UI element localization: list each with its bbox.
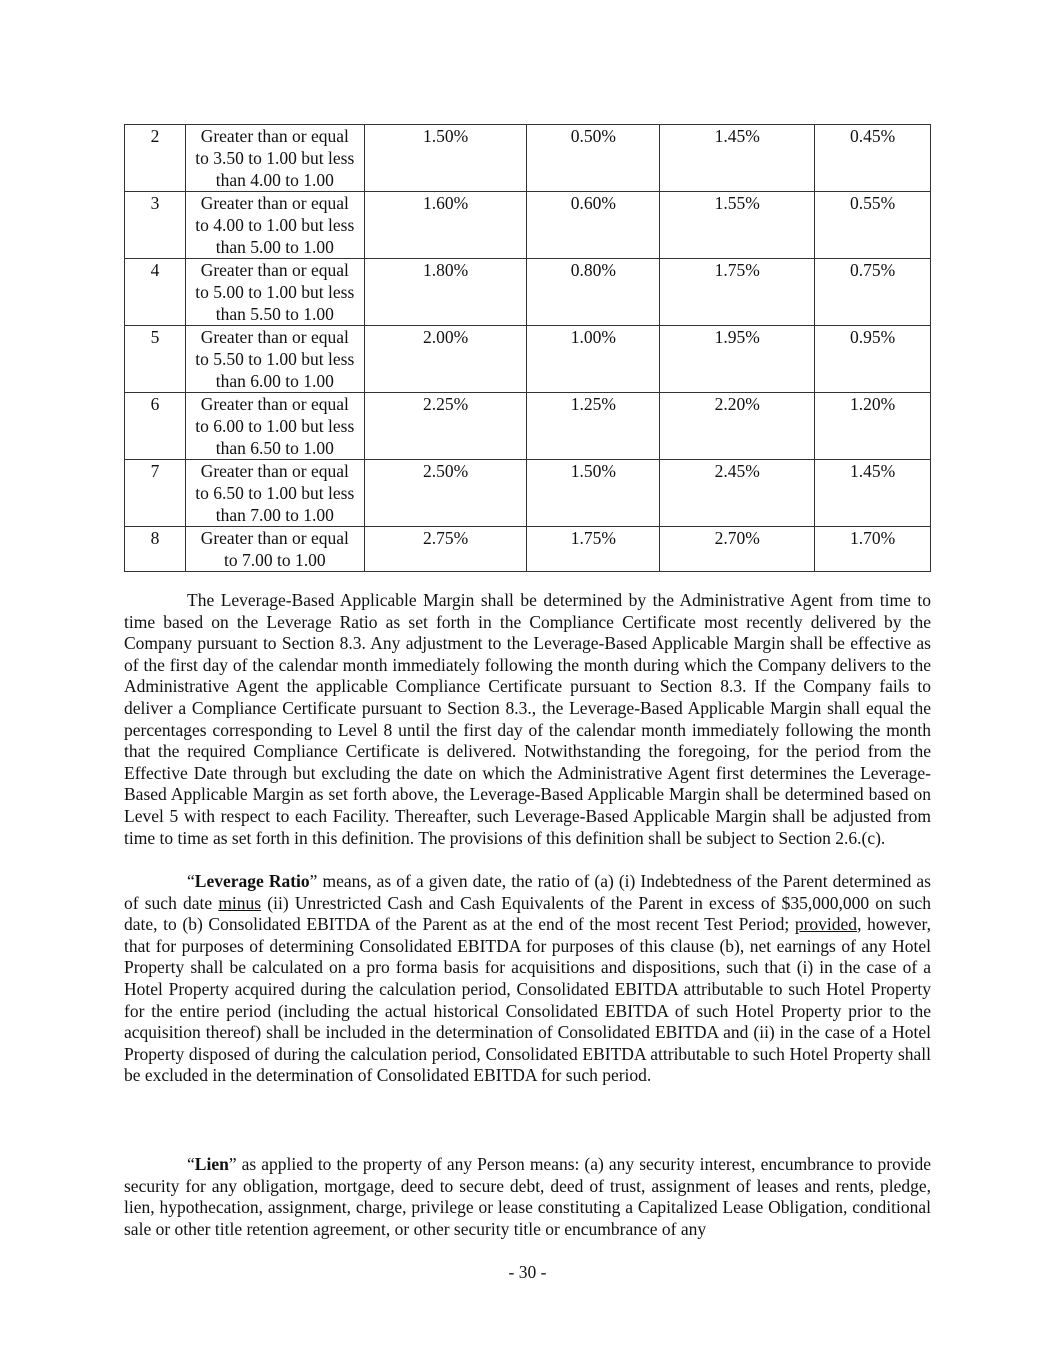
table-row	[125, 192, 931, 259]
ratio-line: than 6.00 to 1.00	[215, 371, 334, 391]
table-row	[125, 259, 931, 326]
level-cell: 4	[125, 259, 186, 326]
ratio-line: than 5.50 to 1.00	[215, 304, 334, 324]
table-row	[125, 125, 931, 192]
ratio-cell	[185, 393, 364, 460]
margin-value-cell: 1.25%	[527, 393, 660, 460]
level-cell: 5	[125, 326, 186, 393]
margin-value-cell: 1.75%	[527, 527, 660, 572]
ratio-line: Greater than or equal	[200, 126, 349, 146]
close-quote: ”	[228, 1154, 237, 1174]
margin-value-cell: 0.60%	[527, 192, 660, 259]
page-number: - 30 -	[508, 1262, 547, 1282]
ratio-cell	[185, 259, 364, 326]
margin-value-cell: 1.70%	[815, 527, 931, 572]
margin-value-cell: 0.55%	[815, 192, 931, 259]
ratio-cell	[185, 460, 364, 527]
ratio-line: to 6.50 to 1.00 but less	[195, 483, 355, 503]
margin-value-cell: 2.50%	[364, 460, 527, 527]
definition-text: , however, that for purposes of determining Consolidated EBITDA for purposes of this clause (b), net earnings of any Hotel Property shall be calculated on a pro forma basis for acquisitions and dispositions, such that (i) in the case of a Hotel Property acquired during the calculation period, Consolidated EBITDA attributable to such Hotel Property for the entire period (including the actual historical Consolidated EBITDA of such Hotel Property prior to the acquisition thereof) shall be included in the determination of Consolidated EBITDA and (ii) in the case of a Hotel Property disposed of during the calculation period, Consolidated EBITDA attributable to such Hotel Property shall be excluded in the determination of Consolidated EBITDA for such period.	[124, 914, 931, 1086]
open-quote: “	[187, 871, 195, 891]
margin-value-cell: 0.75%	[815, 259, 931, 326]
defined-term: Leverage Ratio	[194, 871, 310, 891]
ratio-line: to 3.50 to 1.00 but less	[195, 148, 355, 168]
ratio-line: than 5.00 to 1.00	[215, 237, 334, 257]
paragraph-text: The Leverage-Based Applicable Margin shall be determined by the Administrative Agent from time to time based on the Leverage Ratio as set forth in the Compliance Certificate most recently delivered by the Company pursuant to Section 8.3. Any adjustment to the Leverage-Based Applicable Margin shall be effective as of the first day of the calendar month immediately following the month during which the Company delivers to the Administrative Agent the applicable Compliance Certificate pursuant to Section 8.3. If the Company fails to deliver a Compliance Certificate pursuant to Section 8.3., the Leverage-Based Applicable Margin shall equal the percentages corresponding to Level 8 until the first day of the calendar month immediately following the month that the required Compliance Certificate is delivered. Notwithstanding the foregoing, for the period from the Effective Date through but excluding the date on which the Administrative Agent first determines the Leverage-Based Applicable Margin as set forth above, the Leverage-Based Applicable Margin shall be determined based on Level 5 with respect to each Facility. Thereafter, such Leverage-Based Applicable Margin shall be adjusted from time to time as set forth in this definition. The provisions of this definition shall be subject to Section 2.6.(c).	[124, 590, 931, 848]
margin-value-cell: 1.95%	[660, 326, 815, 393]
ratio-line: to 5.50 to 1.00 but less	[195, 349, 355, 369]
definition-text: means, as of a given date, the ratio of (a) (i) Indebtedness of the Parent determined as of such date	[124, 871, 931, 913]
level-cell: 6	[125, 393, 186, 460]
margin-value-cell: 2.70%	[660, 527, 815, 572]
margin-value-cell: 1.00%	[527, 326, 660, 393]
leverage-ratio-definition	[124, 871, 931, 1087]
ratio-line: to 4.00 to 1.00 but less	[195, 215, 355, 235]
margin-value-cell: 0.80%	[527, 259, 660, 326]
margin-value-cell: 1.80%	[364, 259, 527, 326]
table-row	[125, 326, 931, 393]
level-cell: 7	[125, 460, 186, 527]
margin-value-cell: 2.00%	[364, 326, 527, 393]
ratio-cell	[185, 125, 364, 192]
margin-value-cell: 2.25%	[364, 393, 527, 460]
margin-value-cell: 2.75%	[364, 527, 527, 572]
defined-term: Lien	[194, 1154, 229, 1174]
margin-value-cell: 1.75%	[660, 259, 815, 326]
ratio-line: than 6.50 to 1.00	[215, 438, 334, 458]
table-row	[125, 460, 931, 527]
table-row	[125, 393, 931, 460]
underlined-term: provided	[794, 914, 858, 935]
margin-value-cell: 0.45%	[815, 125, 931, 192]
margin-value-cell: 1.45%	[815, 460, 931, 527]
ratio-line: than 7.00 to 1.00	[215, 505, 334, 525]
ratio-line: Greater than or equal	[200, 461, 349, 481]
ratio-cell	[185, 192, 364, 259]
applicable-margin-table	[124, 124, 931, 572]
level-cell: 3	[125, 192, 186, 259]
margin-value-cell: 2.45%	[660, 460, 815, 527]
ratio-line: to 6.00 to 1.00 but less	[195, 416, 355, 436]
margin-value-cell: 1.45%	[660, 125, 815, 192]
underlined-term: minus	[218, 892, 262, 913]
ratio-line: Greater than or equal	[200, 260, 349, 280]
ratio-line: to 7.00 to 1.00	[223, 550, 326, 570]
ratio-line: than 4.00 to 1.00	[215, 170, 334, 190]
level-cell: 2	[125, 125, 186, 192]
table-body	[125, 125, 931, 572]
ratio-line: Greater than or equal	[200, 193, 349, 213]
ratio-line: Greater than or equal	[200, 528, 349, 548]
margin-value-cell: 2.20%	[660, 393, 815, 460]
level-cell: 8	[125, 527, 186, 572]
lien-definition	[124, 1154, 931, 1240]
table-row	[125, 527, 931, 572]
margin-value-cell: 1.60%	[364, 192, 527, 259]
margin-value-cell: 1.50%	[364, 125, 527, 192]
margin-determination-paragraph	[124, 590, 931, 849]
definition-text: as applied to the property of any Person means: (a) any security interest, encumbrance to provide security for any obligation, mortgage, deed to secure debt, deed of trust, assignment of leases and rents, pledge, lien, hypothecation, assignment, charge, privilege or lease constituting a Capitalized Lease Obligation, conditional sale or other title retention agreement, or other security title or encumbrance of any	[124, 1154, 931, 1239]
margin-value-cell: 0.95%	[815, 326, 931, 393]
definition-text: (ii) Unrestricted Cash and Cash Equivalents of the Parent in excess of $35,000,000 on such date, to (b) Consolidated EBITDA of the Parent as at the end of the most recent Test Period;	[124, 892, 931, 935]
ratio-cell	[185, 326, 364, 393]
ratio-line: Greater than or equal	[200, 327, 349, 347]
open-quote: “	[187, 1154, 195, 1174]
ratio-line: Greater than or equal	[200, 394, 349, 414]
margin-value-cell: 1.50%	[527, 460, 660, 527]
ratio-cell	[185, 527, 364, 572]
margin-value-cell: 0.50%	[527, 125, 660, 192]
ratio-line: to 5.00 to 1.00 but less	[195, 282, 355, 302]
close-quote: ”	[309, 871, 318, 891]
margin-value-cell: 1.55%	[660, 192, 815, 259]
margin-value-cell: 1.20%	[815, 393, 931, 460]
